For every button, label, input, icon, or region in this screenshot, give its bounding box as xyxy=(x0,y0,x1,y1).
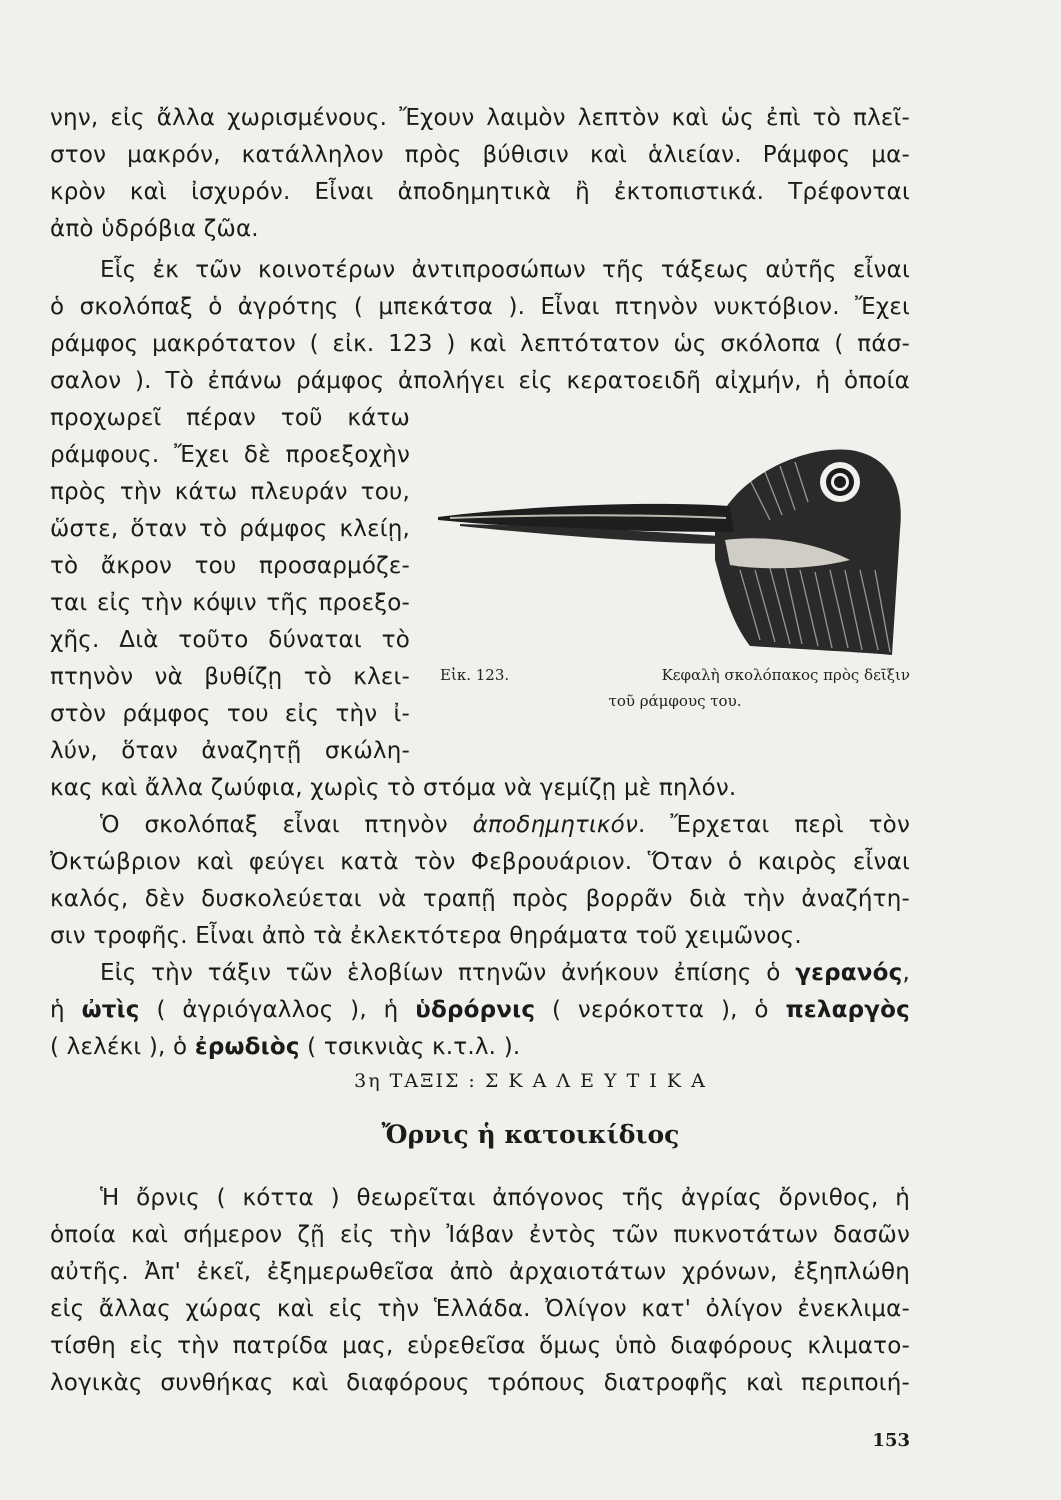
text-span: ( τσικνιὰς κ.τ.λ. ). xyxy=(299,1034,521,1060)
paragraph-1 xyxy=(50,100,910,248)
text-line xyxy=(50,807,910,844)
text-line: στον μακρόν, κατάλληλον πρὸς βύθισιν καὶ ἁλιείαν. Ράμφος μα- xyxy=(50,142,910,168)
text-line: ράμφος μακρότατον ( εἰκ. 123 ) καὶ λεπτότατον ὡς σκόλοπα ( πάσ- xyxy=(50,331,910,357)
text-span: ἡ xyxy=(50,997,82,1023)
paragraph-5 xyxy=(50,1180,910,1402)
text-line: αὐτῆς. Ἀπ' ἐκεῖ, ἐξημερωθεῖσα ἀπὸ ἀρχαιοτάτων χρόνων, ἐξηπλώθη xyxy=(50,1259,910,1285)
caption-number: Εἰκ. 123. xyxy=(440,666,510,684)
text-line: τίσθη εἰς τὴν πατρίδα μας, εὑρεθεῖσα ὅμως ὑπὸ διαφόρους κλιματο- xyxy=(50,1333,910,1359)
text-line: τὸ ἄκρον του προσαρμόζε- xyxy=(50,553,410,579)
text-line: Εἷς ἐκ τῶν κοινοτέρων ἀντιπροσώπων τῆς τάξεως αὐτῆς εἶναι xyxy=(100,257,910,283)
text-line: στὸν ράμφος του εἰς τὴν ἰ- xyxy=(50,701,410,727)
paragraph-2 xyxy=(50,252,910,400)
text-line: λύν, ὅταν ἀναζητῇ σκώλη- xyxy=(50,738,410,764)
subsection-title: Ὄρνις ἡ κατοικίδιος xyxy=(381,1120,680,1149)
text-line: σαλον ). Τὸ ἐπάνω ράμφος ἀπολήγει εἰς κερατοειδῆ αἰχμήν, ἡ ὁποία xyxy=(50,368,910,394)
emphasis-term: ἀποδημητικόν xyxy=(472,812,639,838)
text-line: κας καὶ ἄλλα ζωύφια, χωρὶς τὸ στόμα νὰ γεμίζῃ μὲ πηλόν. xyxy=(50,775,737,801)
text-line: πτηνὸν νὰ βυθίζῃ τὸ κλει- xyxy=(50,664,410,690)
text-span: ( ἀγριόγαλλος ), ἡ xyxy=(139,997,416,1023)
text-line: χῆς. Διὰ τοῦτο δύναται τὸ xyxy=(50,627,410,653)
text-line xyxy=(50,992,910,1029)
text-line: ται εἰς τὴν κόψιν τῆς προεξο- xyxy=(50,590,410,616)
paragraph-3-block xyxy=(50,770,910,1066)
figure-caption xyxy=(440,662,910,714)
text-line: εἰς ἄλλας χώρας καὶ εἰς τὴν Ἑλλάδα. Ὀλίγον κατ' ὀλίγον ἐνεκλιμα- xyxy=(50,1296,910,1322)
text-span: Εἰς τὴν τάξιν τῶν ἑλοβίων πτηνῶν ἀνήκουν ἐπίσης ὁ xyxy=(100,960,796,986)
page-number: 153 xyxy=(872,1430,910,1451)
text-line: Ἡ ὄρνις ( κόττα ) θεωρεῖται ἀπόγονος τῆς ἀγρίας ὄρνιθος, ἡ xyxy=(100,1185,910,1211)
text-line: ἀπὸ ὑδρόβια ζῶα. xyxy=(50,216,259,242)
caption-text-continued: τοῦ ράμφους του. xyxy=(608,692,742,710)
paragraph-2-column xyxy=(50,400,410,770)
bold-term: πελαργὸς xyxy=(785,997,911,1023)
text-span: ( λελέκι ), ὁ xyxy=(50,1034,195,1060)
section-title: 3η ΤΑΞΙΣ : Σ Κ Α Λ Ε Υ Τ Ι Κ Α xyxy=(354,1070,707,1092)
text-line: πρὸς τὴν κάτω πλευράν του, xyxy=(50,479,410,505)
text-line: ὁποία καὶ σήμερον ζῇ εἰς τὴν Ἰάβαν ἐντὸς τῶν πυκνοτάτων δασῶν xyxy=(50,1222,910,1248)
text-line xyxy=(50,955,910,992)
text-line: σιν τροφῆς. Εἶναι ἀπὸ τὰ ἐκλεκτότερα θηράματα τοῦ χειμῶνος. xyxy=(50,923,802,949)
text-span: , xyxy=(902,960,910,986)
text-span: ( νερόκοττα ), ὁ xyxy=(535,997,786,1023)
text-line: ράμφους. Ἔχει δὲ προεξοχὴν xyxy=(50,442,410,468)
text-line: νην, εἰς ἄλλα χωρισμένους. Ἔχουν λαιμὸν λεπτὸν καὶ ὡς ἐπὶ τὸ πλεῖ- xyxy=(50,105,910,131)
text-line: καλός, δὲν δυσκολεύεται νὰ τραπῇ πρὸς βορρᾶν διὰ τὴν ἀναζήτη- xyxy=(50,886,910,912)
text-line: προχωρεῖ πέραν τοῦ κάτω xyxy=(50,405,410,431)
text-line: λογικὰς συνθήκας καὶ διαφόρους τρόπους διατροφῆς καὶ περιποιή- xyxy=(50,1370,910,1396)
bold-term: ὑδρόρνις xyxy=(415,997,536,1023)
text-span: . Ἔρχεται περὶ τὸν xyxy=(638,812,910,838)
bold-term: ὠτὶς xyxy=(81,997,140,1023)
caption-text: Κεφαλὴ σκολόπακος πρὸς δεῖξιν xyxy=(661,666,910,684)
text-line: ὥστε, ὅταν τὸ ράμφος κλείῃ, xyxy=(50,516,410,542)
text-line xyxy=(50,1029,910,1066)
text-span: Ὁ σκολόπαξ εἶναι πτηνὸν xyxy=(100,812,473,838)
text-line: κρὸν καὶ ἰσχυρόν. Εἶναι ἀποδημητικὰ ἢ ἐκτοπιστικά. Τρέφονται xyxy=(50,179,910,205)
text-line: Ὀκτώβριον καὶ φεύγει κατὰ τὸν Φεβρουάριον. Ὅταν ὁ καιρὸς εἶναι xyxy=(50,849,910,875)
bold-term: γερανός xyxy=(795,960,903,986)
text-line: ὁ σκολόπαξ ὁ ἀγρότης ( μπεκάτσα ). Εἶναι πτηνὸν νυκτόβιον. Ἔχει xyxy=(50,294,910,320)
bold-term: ἐρωδιὸς xyxy=(194,1034,300,1060)
